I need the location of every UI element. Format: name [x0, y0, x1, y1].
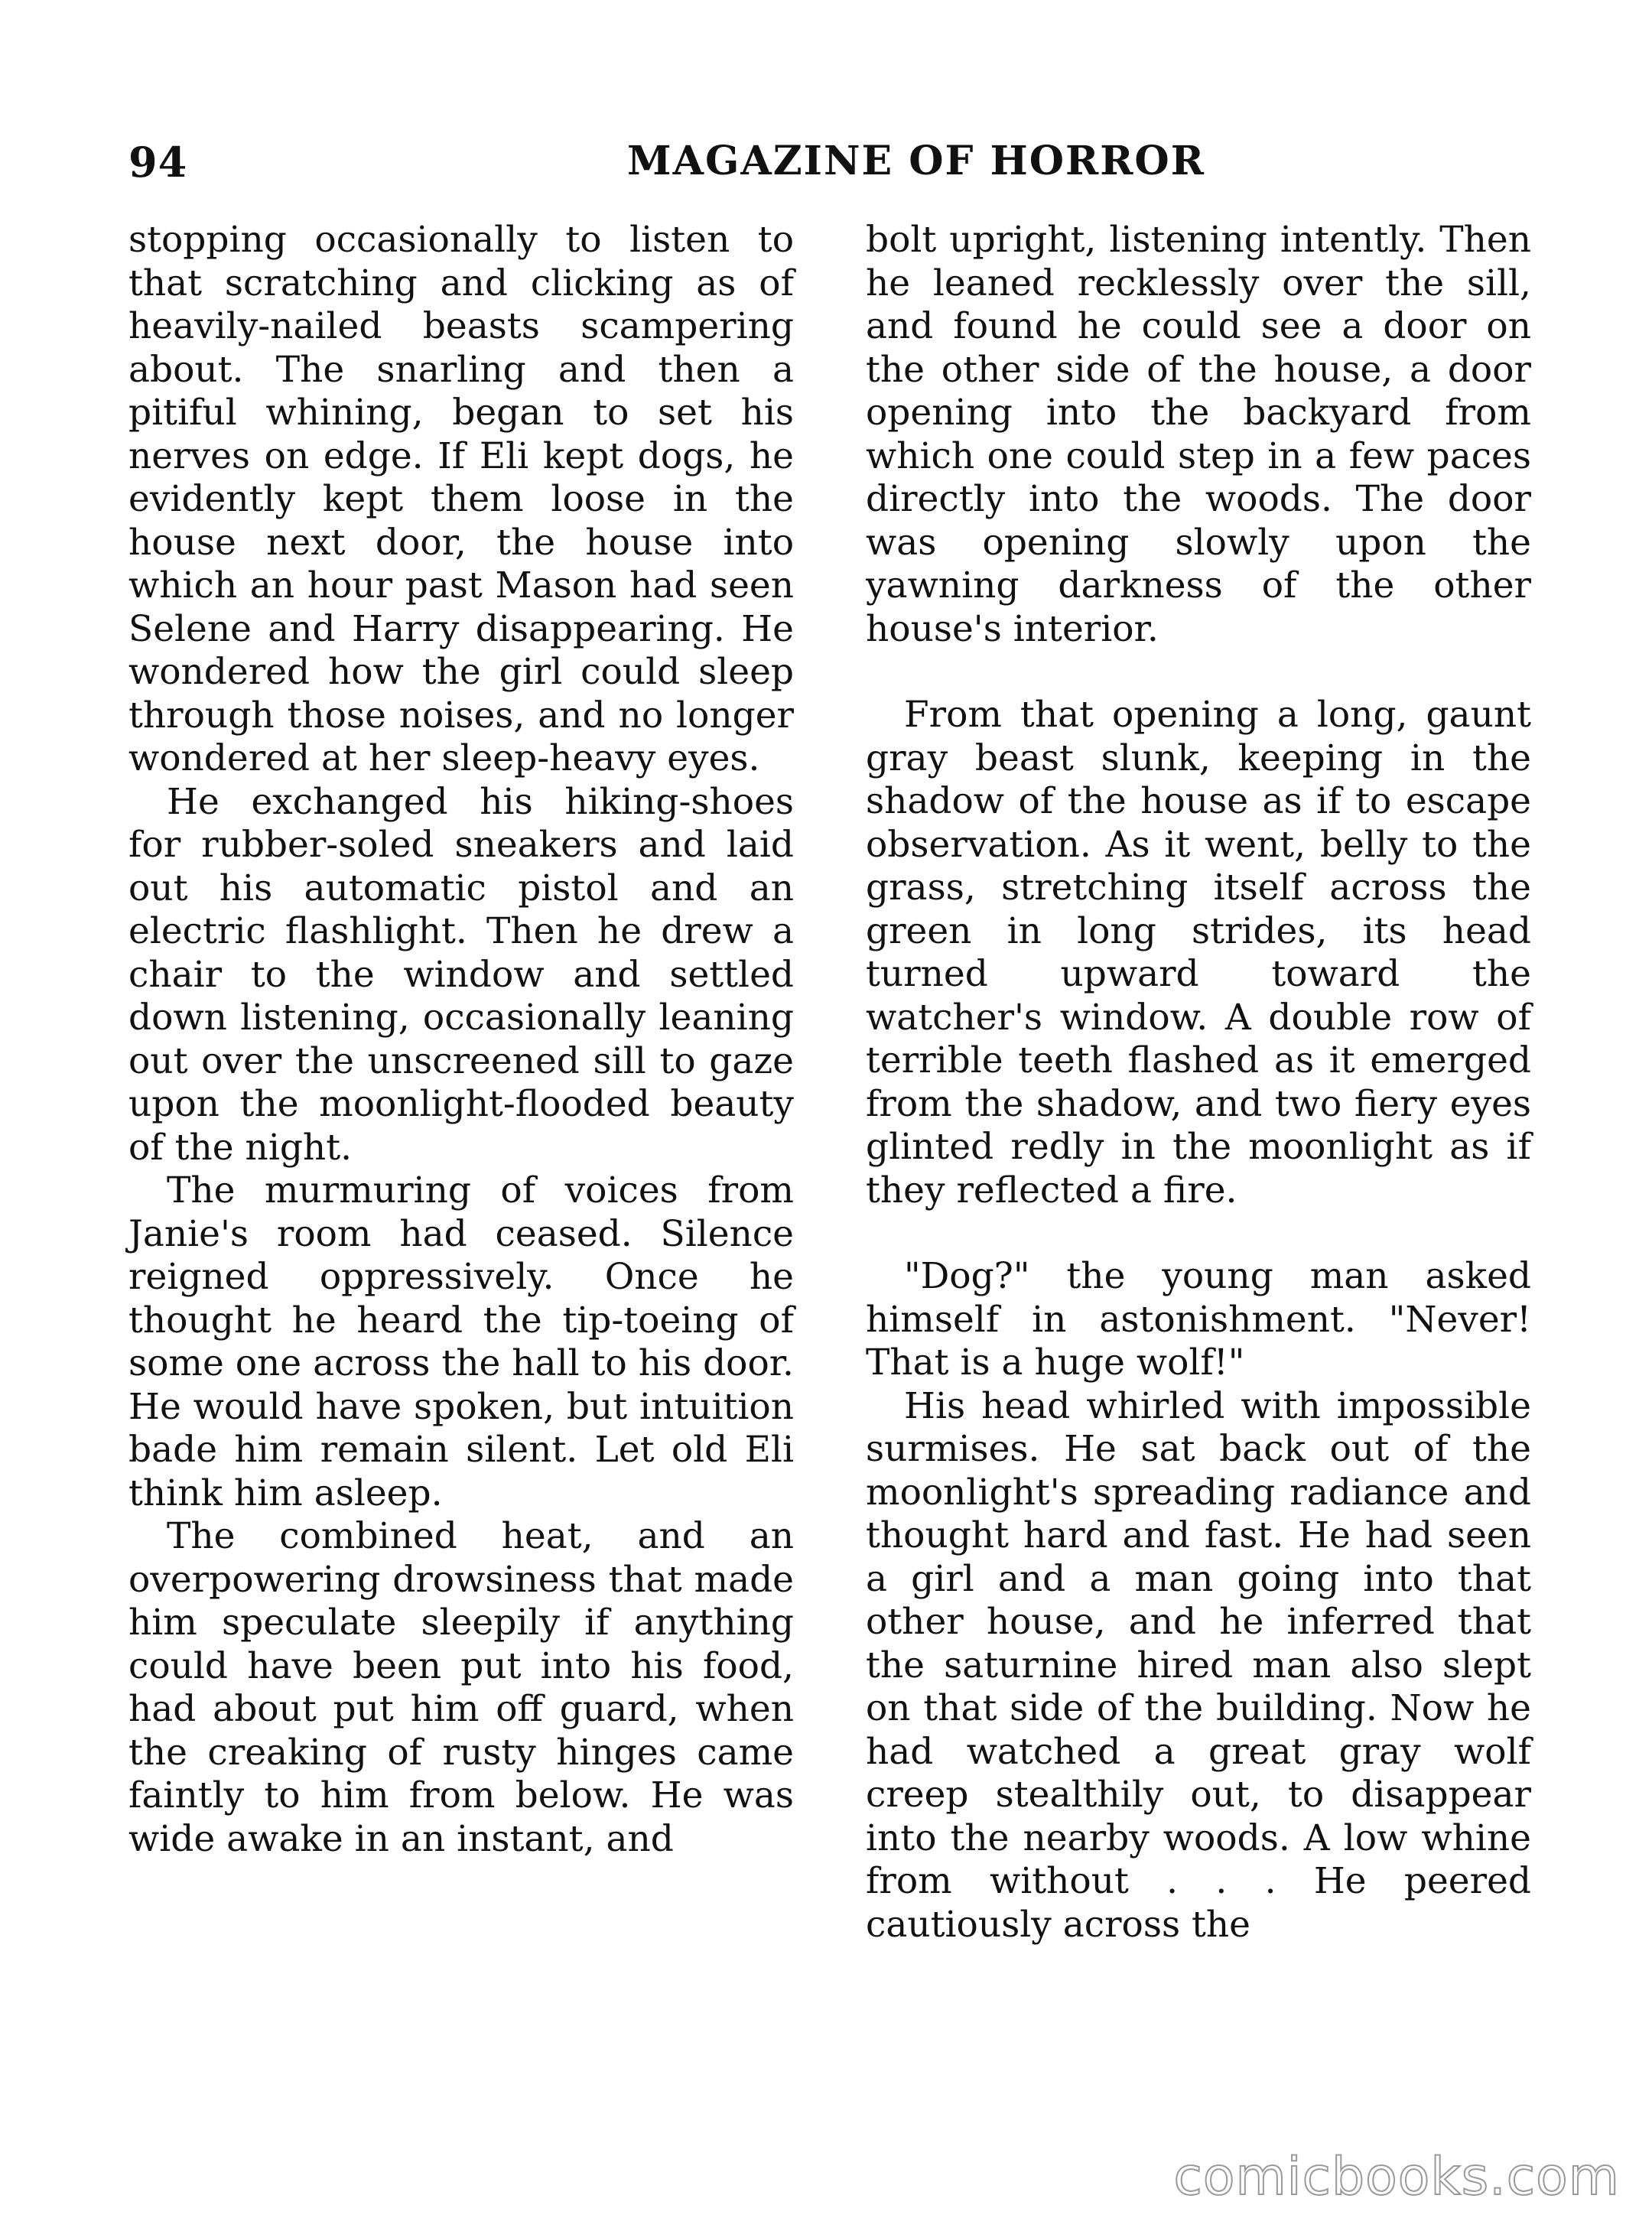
page-header [128, 138, 1551, 191]
paragraph: His head whirled with impossible surmises. He sat back out of the moonlight's spreading radiance and thought hard and fast. He had seen a girl and a man going into that other house, and he inferred that the saturnine hired man also slept on that side of the building. Now he had watched a great gray wolf creep stealthily out, to disappear into the nearby woods. A low whine from without . . . He peered cautiously across the [866, 1384, 1531, 1946]
paragraph: He exchanged his hiking-shoes for rubber-soled sneakers and laid out his automatic pistol and an electric flashlight. Then he drew a chair to the window and settled down listening, occasionally leaning out over the unscreened sill to gaze upon the moonlight-flooded beauty of the night. [128, 780, 794, 1169]
paragraph: The murmuring of voices from Janie's room had ceased. Silence reigned oppressively. Once he thought he heard the tip-toeing of some one across the hall to his door. He would have spoken, but intuition bade him remain silent. Let old Eli think him asleep. [128, 1169, 794, 1514]
paragraph: From that opening a long, gaunt gray beast slunk, keeping in the shadow of the house as if to escape observation. As it went, belly to the grass, stretching itself across the green in long strides, its head turned upward toward the watcher's window. A double row of terrible teeth flashed as it emerged from the shadow, and two fiery eyes glinted redly in the moonlight as if they reflected a fire. [866, 694, 1531, 1211]
right-column [866, 219, 1531, 1946]
paragraph: "Dog?" the young man asked himself in astonishment. "Never! That is a huge wolf!" [866, 1255, 1531, 1384]
running-title: MAGAZINE OF HORROR [627, 138, 1205, 184]
watermark: comicbooks.com [1173, 2147, 1620, 2207]
paragraph: stopping occasionally to listen to that scratching and clicking as of heavily-nailed beasts scampering about. The snarling and then a pitiful whining, began to set his nerves on edge. If Eli kept dogs, he evidently kept them loose in the house next door, the house into which an hour past Mason had seen Selene and Harry disappearing. He wondered how the girl could sleep through those noises, and no longer wondered at her sleep-heavy eyes. [128, 219, 794, 779]
left-column [128, 219, 794, 1861]
paragraph: The combined heat, and an overpowering drowsiness that made him speculate sleepily if anything could have been put into his food, had about put him off guard, when the creaking of rusty hinges came faintly to him from below. He was wide awake in an instant, and [128, 1515, 794, 1860]
paragraph: bolt upright, listening intently. Then he leaned recklessly over the sill, and found he could see a door on the other side of the house, a door opening into the backyard from which one could step in a few paces directly into the woods. The door was opening slowly upon the yawning darkness of the other house's interior. [866, 219, 1531, 650]
page-number: 94 [128, 138, 188, 187]
